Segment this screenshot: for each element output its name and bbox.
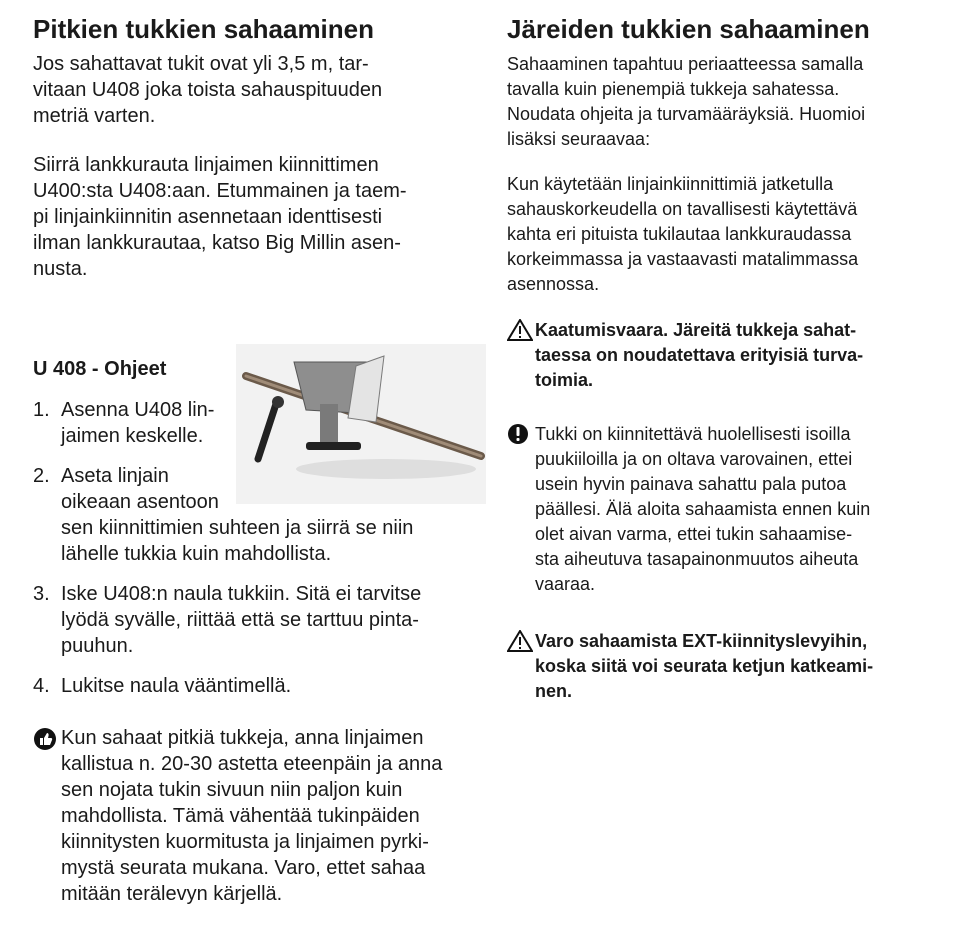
text-line: Jos sahattavat tukit ovat yli 3,5 m, tar- <box>33 53 369 75</box>
text-line: U400:sta U408:aan. Etummainen ja taem- <box>33 180 407 202</box>
text-line: lyödä syvälle, riittää että se tarttuu pinta- <box>61 609 419 631</box>
text-line: vaaraa. <box>535 574 596 594</box>
step-number: 2. <box>33 465 50 487</box>
text-line: mystä seurata mukana. Varo, ettet sahaa <box>61 857 426 879</box>
list-item <box>33 581 473 659</box>
notice-box <box>507 422 947 597</box>
text-line: Kun käytetään linjainkiinnittimiä jatketulla <box>507 174 834 194</box>
text-line: vitaan U408 joka toista sahauspituuden <box>33 79 383 101</box>
text-line: pi linjainkiinnitin asennetaan identtisesti <box>33 206 383 228</box>
text-line: olet aivan varma, ettei tukin sahaamise- <box>535 524 853 544</box>
text-line: asennossa. <box>507 274 600 294</box>
text-line: tavalla kuin pienempiä tukkeja sahatessa. <box>507 79 840 99</box>
text-line: sen kiinnittimien suhteen ja siirrä se niin <box>61 517 414 539</box>
text-line: koska siitä voi seurata ketjun katkeami- <box>535 656 874 676</box>
warning-tip-over <box>507 318 947 393</box>
text-line: Siirrä lankkurauta linjaimen kiinnittimen <box>33 154 379 176</box>
text-line: Iske U408:n naula tukkiin. Sitä ei tarvitse <box>61 583 422 605</box>
text-line: metriä varten. <box>33 105 156 127</box>
warning-ext-plates <box>507 629 947 704</box>
text-line: sahauskorkeudella on tavallisesti käytettävä <box>507 199 858 219</box>
text-line: Sahaaminen tapahtuu periaatteessa samalla <box>507 54 864 74</box>
text-line: lisäksi seuraavaa: <box>507 129 651 149</box>
text-line: sen nojata tukin sivuun niin paljon kuin <box>61 779 403 801</box>
text-line: oikeaan asentoon <box>61 491 219 513</box>
text-line: puukiiloilla ja on oltava varovainen, ettei <box>535 449 853 469</box>
list-item <box>33 397 473 449</box>
text-line: taessa on noudatettava erityisiä turva- <box>535 345 864 365</box>
text-line: mahdollista. Tämä vähentää tukinpäiden <box>61 805 420 827</box>
text-line: Kun sahaat pitkiä tukkeja, anna linjaimen <box>61 727 424 749</box>
list-item <box>33 673 473 699</box>
text-line: Tukki on kiinnitettävä huolellisesti isoilla <box>535 424 851 444</box>
text-line: Kaatumisvaara. Järeitä tukkeja sahat- <box>535 320 857 340</box>
warning-triangle-icon <box>507 630 533 652</box>
text-line: nusta. <box>33 258 88 280</box>
text-line: Varo sahaamista EXT-kiinnityslevyihin, <box>535 631 868 651</box>
step-number: 4. <box>33 675 50 697</box>
list-item <box>33 463 473 567</box>
text-line: toimia. <box>535 370 594 390</box>
text-line: päällesi. Älä aloita sahaamista ennen kuin <box>535 499 871 519</box>
exclamation-circle-icon <box>507 423 529 445</box>
text-line: kiinnitysten kuormitusta ja linjaimen pyrki- <box>61 831 429 853</box>
left-paragraph-1 <box>33 51 382 129</box>
text-line: usein hyvin painava sahattu pala putoa <box>535 474 847 494</box>
step-number: 3. <box>33 583 50 605</box>
text-line: Aseta linjain <box>61 465 169 487</box>
left-title: Pitkien tukkien sahaaminen <box>33 14 375 44</box>
right-paragraph-1 <box>507 52 865 152</box>
right-paragraph-2 <box>507 172 858 297</box>
step-number: 1. <box>33 399 50 421</box>
text-line: nen. <box>535 681 573 701</box>
text-line: Noudata ohjeita ja turvamääräyksiä. Huomioi <box>507 104 866 124</box>
tip-box <box>33 725 483 907</box>
text-line: sta aiheutuva tasapainonmuutos aiheuta <box>535 549 859 569</box>
thumbs-up-icon <box>33 727 57 751</box>
text-line: kallistua n. 20-30 astetta eteenpäin ja anna <box>61 753 443 775</box>
text-line: jaimen keskelle. <box>61 425 204 447</box>
text-line: puuhun. <box>61 635 134 657</box>
text-line: korkeimmassa ja vastaavasti matalimmassa <box>507 249 859 269</box>
text-line: mitään terälevyn kärjellä. <box>61 883 283 905</box>
instruction-steps <box>33 397 473 699</box>
instructions-heading: U 408 - Ohjeet <box>33 358 167 380</box>
text-line: Asenna U408 lin- <box>61 399 215 421</box>
text-line: lähelle tukkia kuin mahdollista. <box>61 543 332 565</box>
text-line: ilman lankkurautaa, katso Big Millin asen- <box>33 232 401 254</box>
right-title: Järeiden tukkien sahaaminen <box>507 14 870 44</box>
text-line: Lukitse naula vääntimellä. <box>61 675 292 697</box>
left-paragraph-2 <box>33 152 407 282</box>
warning-triangle-icon <box>507 319 533 341</box>
text-line: kahta eri pituista tukilautaa lankkuraudassa <box>507 224 852 244</box>
